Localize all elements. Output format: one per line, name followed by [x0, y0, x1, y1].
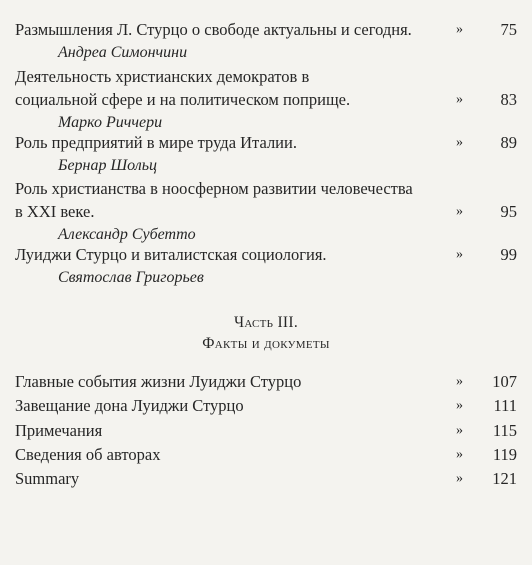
- toc-entry-title-line: [15, 419, 517, 442]
- toc-entry-title-line: [15, 200, 517, 223]
- toc-entry: [15, 443, 517, 466]
- toc-entry-author: Александр Субетто: [58, 226, 196, 243]
- ditto-mark: »: [456, 92, 463, 107]
- toc-entry-page: 121: [492, 469, 517, 488]
- part-heading: [0, 312, 532, 334]
- ditto-mark: »: [456, 423, 463, 438]
- toc-entry-title-line: [15, 243, 517, 266]
- toc-entry-page: 119: [492, 445, 517, 464]
- toc-entry-author: Марко Риччери: [58, 114, 163, 131]
- toc-entry-title: в XXI веке.: [15, 202, 95, 221]
- toc-entry: [15, 370, 517, 393]
- toc-entry-title: Сведения об авторах: [15, 445, 161, 464]
- toc-entry-author: Андреа Симончини: [58, 44, 188, 61]
- toc-entry: [15, 467, 517, 490]
- toc-entry-page: 111: [493, 396, 517, 415]
- toc-entry-title: социальной сфере и на политическом поприще.: [15, 90, 351, 109]
- toc-entry-title-line: [15, 131, 517, 154]
- toc-entry: [15, 65, 517, 134]
- toc-entry-page: 107: [492, 372, 517, 391]
- toc-entry-author: Бернар Шольц: [58, 157, 158, 174]
- toc-entry: [15, 394, 517, 417]
- ditto-mark: »: [456, 135, 463, 150]
- toc-entry-title: Роль предприятий в мире труда Италии.: [15, 133, 297, 152]
- toc-entry-page: 89: [500, 133, 517, 152]
- ditto-mark: »: [456, 447, 463, 462]
- toc-entry-title-line: [15, 394, 517, 417]
- ditto-mark: »: [456, 204, 463, 219]
- toc-entry-title-line: [15, 177, 517, 200]
- ditto-mark: »: [456, 22, 463, 37]
- toc-entry-title: Summary: [15, 469, 80, 488]
- toc-entry-title: Размышления Л. Стурцо о свободе актуальны и сегодня.: [15, 20, 412, 39]
- toc-entry-page: 83: [500, 90, 517, 109]
- part-title: Факты и докуметы: [202, 335, 330, 352]
- toc-entry-title-line: [15, 88, 517, 111]
- toc-entry-title: Роль христианства в ноосферном развитии человечества: [15, 179, 413, 198]
- part-number: Часть III.: [233, 314, 299, 331]
- toc-entry-page: 99: [500, 245, 517, 264]
- ditto-mark: »: [456, 247, 463, 262]
- toc-entry-title-line: [15, 18, 517, 41]
- ditto-mark: »: [456, 398, 463, 413]
- ditto-mark: »: [456, 374, 463, 389]
- toc-entry: [15, 131, 517, 177]
- part-subheading: [0, 333, 532, 355]
- toc-entry-title: Примечания: [15, 421, 103, 440]
- toc-entry-author: Святослав Григорьев: [58, 269, 204, 286]
- toc-entry-title-line: [15, 443, 517, 466]
- toc-entry-title: Завещание дона Луиджи Стурцо: [15, 396, 244, 415]
- toc-entry: [15, 18, 517, 64]
- toc-entry-title-line: [15, 370, 517, 393]
- ditto-mark: »: [456, 471, 463, 486]
- toc-entry-title-line: [15, 467, 517, 490]
- toc-entry-title-line: [15, 65, 517, 88]
- toc-entry: [15, 177, 517, 246]
- toc-entry-page: 95: [500, 202, 517, 221]
- toc-entry-title: Деятельность христианских демократов в: [15, 67, 310, 86]
- toc-entry: [15, 419, 517, 442]
- toc-entry-page: 115: [492, 421, 517, 440]
- toc-entry-page: 75: [500, 20, 517, 39]
- toc-entry-title: Главные события жизни Луиджи Стурцо: [15, 372, 302, 391]
- toc-entry: [15, 243, 517, 289]
- toc-entry-title: Луиджи Стурцо и виталистская социология.: [15, 245, 327, 264]
